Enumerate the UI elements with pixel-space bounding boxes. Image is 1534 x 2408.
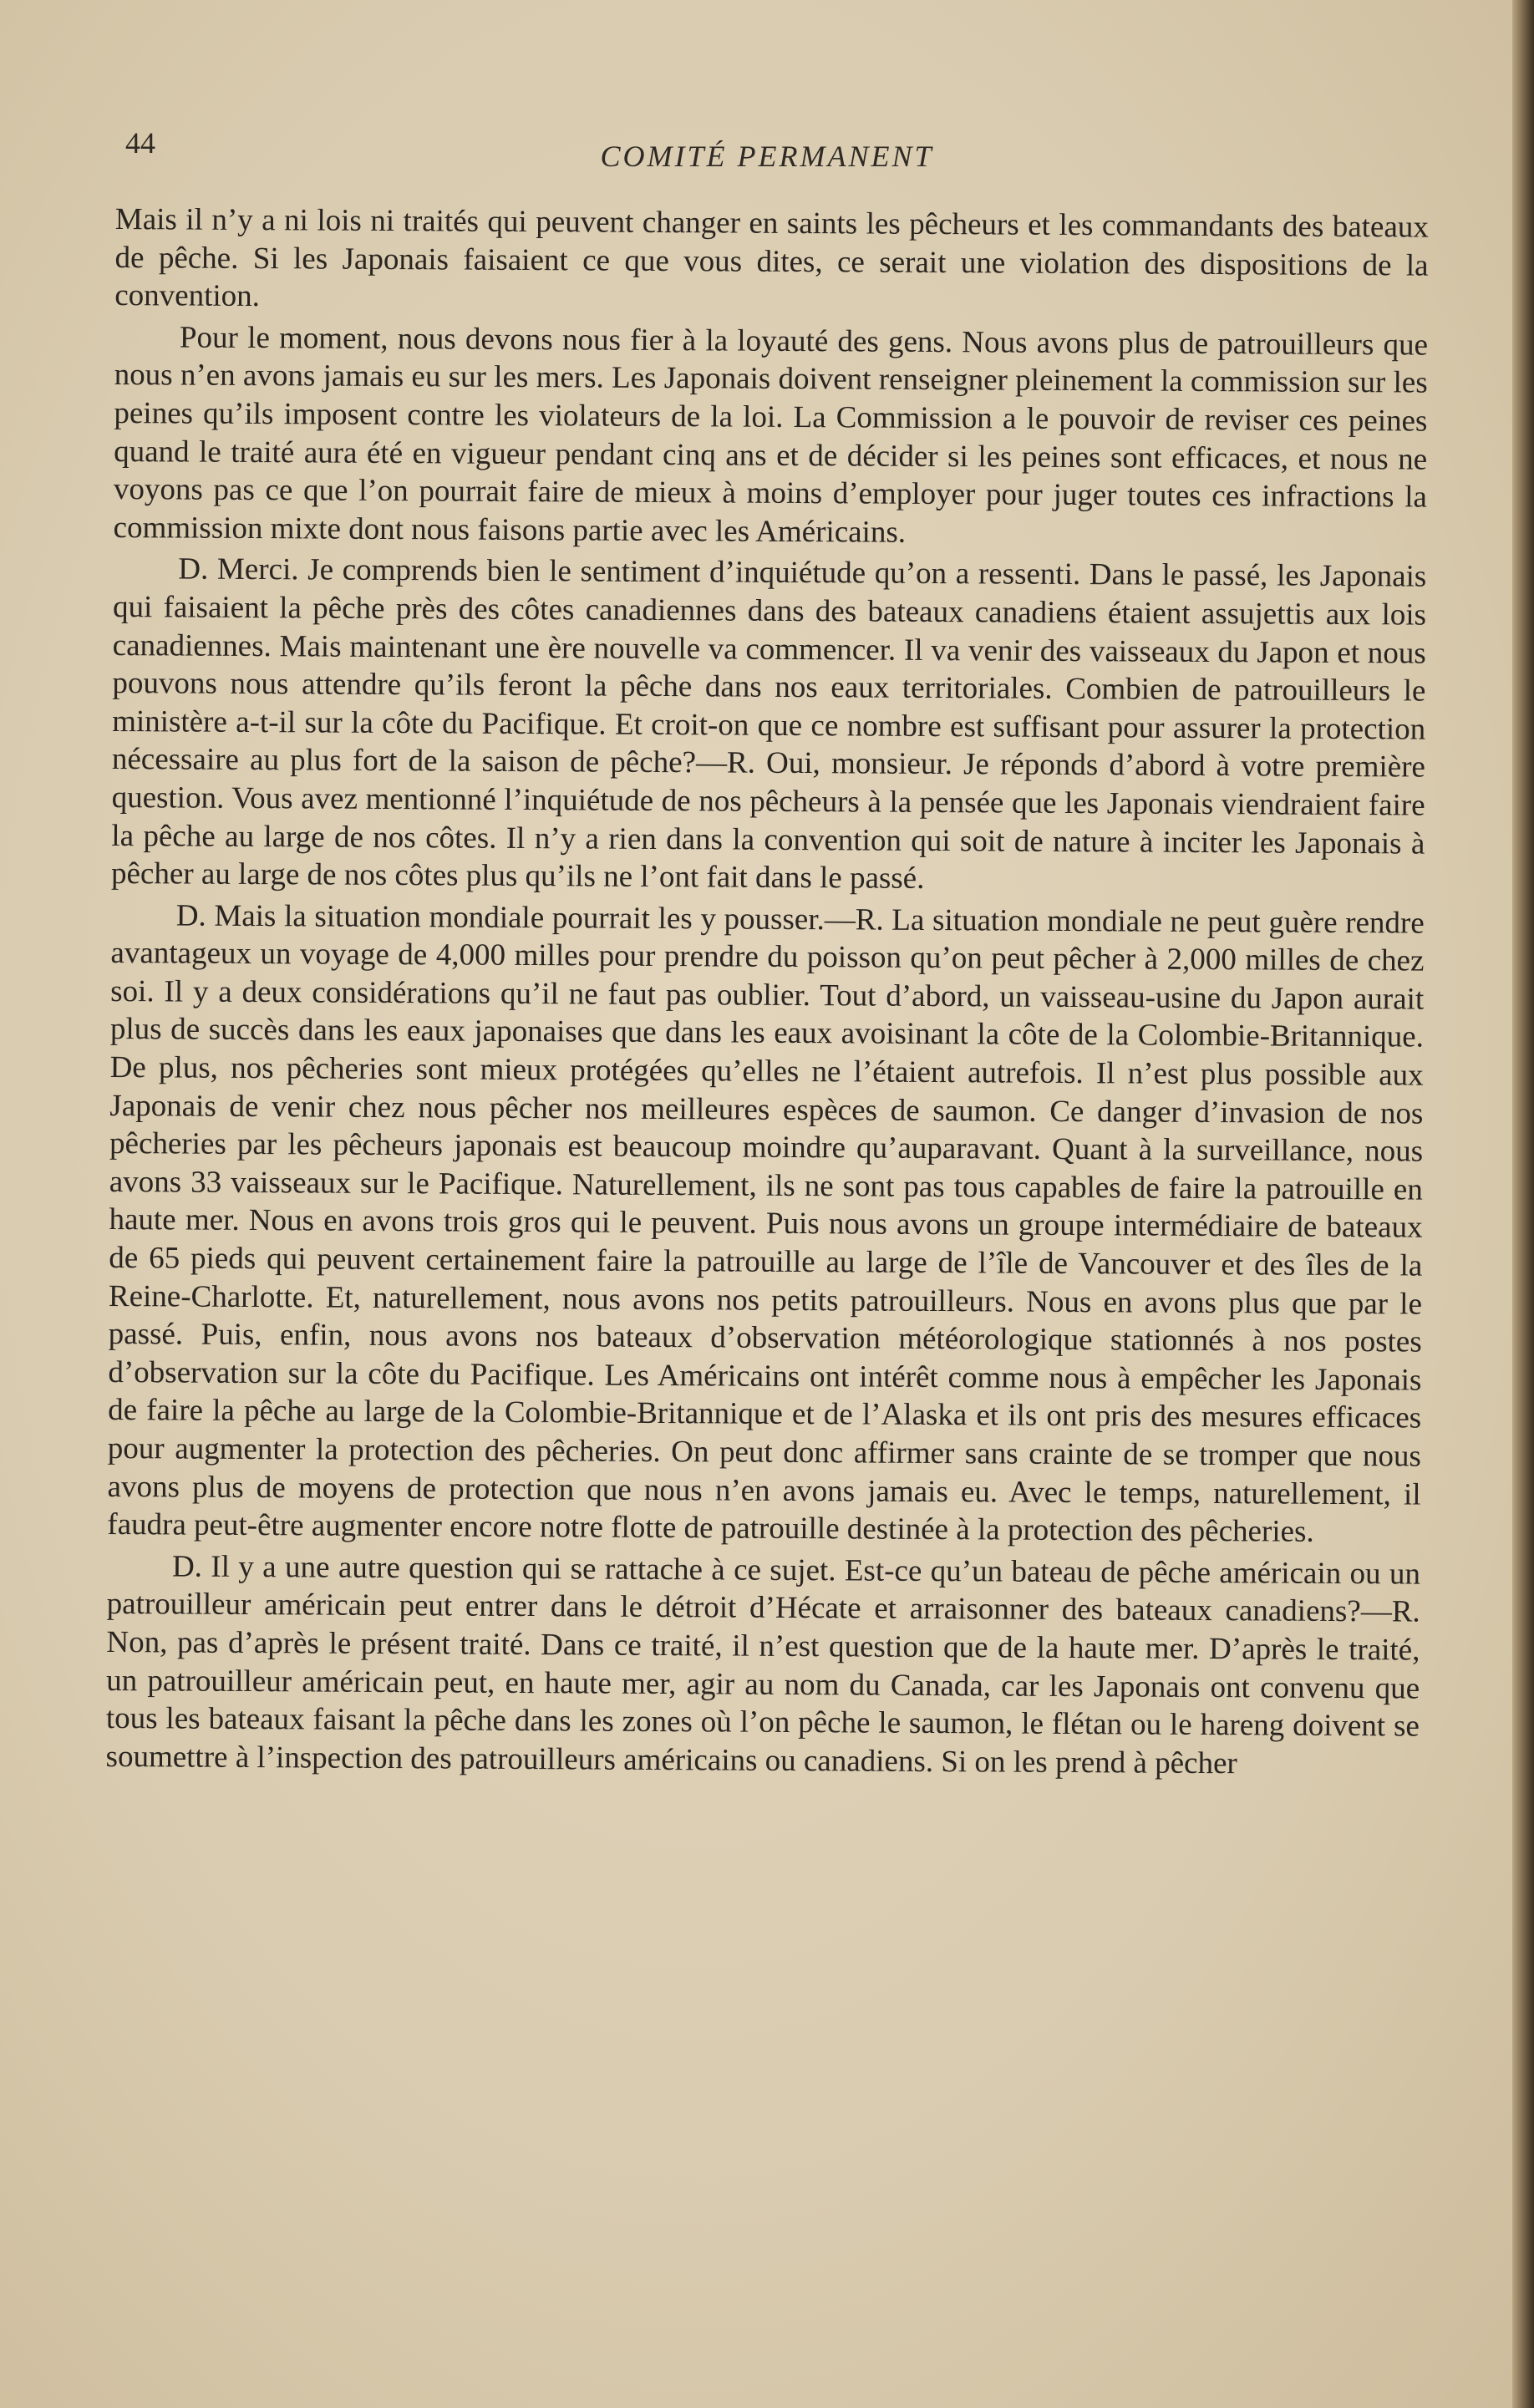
running-title: COMITÉ PERMANENT [600, 140, 934, 173]
book-spine-shadow [1512, 0, 1534, 2408]
page-number: 44 [125, 126, 155, 160]
paragraph-4: D. Mais la situation mondiale pourrait les y pousser.—R. La situation mondiale ne peut guère rendre avantageux un voyage de 4,000 milles pour prendre du poisson qu’on peut pêcher à 2,000 milles de chez soi. Il y a deux considérations qu’il ne faut pas oublier. Tout d’abord, un vaisseau-usine du Japon aurait plus de succès dans les eaux japonaises que dans les eaux avoisinant la côte de la Colombie-Britannique. De plus, nos pêcheries sont mieux protégées qu’elles ne l’étaient autrefois. Il n’est plus possible aux Japonais de venir chez nous pêcher nos meilleures espèces de saumon. Ce danger d’invasion de nos pêcheries par les pêcheurs japonais est beaucoup moindre qu’auparavant. Quant à la surveillance, nous avons 33 vaisseaux sur le Pacifique. Naturellement, ils ne sont pas tous capables de faire la patrouille en haute mer. Nous en avons trois gros qui le peuvent. Puis nous avons un groupe intermédiaire de bateaux de 65 pieds qui peuvent certainement faire la patrouille au large de l’île de Vancouver et des îles de la Reine-Charlotte. Et, naturellement, nous avons nos petits patrouilleurs. Nous en avons plus que par le passé. Puis, enfin, nous avons nos bateaux d’observation météorologique stationnés à nos postes d’observation sur la côte du Pacifique. Les Américains ont intérêt comme nous à empêcher les Japonais de faire la pêche au large de la Colombie-Britannique et de l’Alaska et ils ont pris des mesures efficaces pour augmenter la protection des pêcheries. On peut donc affirmer sans crainte de se tromper que nous avons plus de moyens de protection que nous n’en avons jamais eu. Avec le temps, naturellement, il faudra peut-être augmenter encore notre flotte de patrouille destinée à la protection des pêcheries. [107, 898, 1425, 1549]
paragraph-1: Mais il n’y a ni lois ni traités qui peuvent changer en saints les pêcheurs et les commandants des bateaux de pêche. Si les Japonais faisaient ce que vous dites, ce serait une violation des dispositions de la convention. [114, 201, 1429, 314]
body-text [105, 201, 1428, 1784]
paragraph-2: Pour le moment, nous devons nous fier à la loyauté des gens. Nous avons plus de patrouilleurs que nous n’en avons jamais eu sur les mers. Les Japonais doivent renseigner pleinement la commission sur les peines qu’ils imposent contre les violateurs de la loi. La Commission a le pouvoir de reviser ces peines quand le traité aura été en vigueur pendant cinq ans et de décider si les peines sont efficaces, et nous ne voyons pas ce que l’on pourrait faire de mieux à moins d’employer pour juger toutes ces infractions la commission mixte dont nous faisons partie avec les Américains. [113, 320, 1429, 550]
paragraph-3: D. Merci. Je comprends bien le sentiment d’inquiétude qu’on a ressenti. Dans le passé, les Japonais qui faisaient la pêche près des côtes canadiennes dans des bateaux canadiens étaient assujettis aux lois canadiennes. Mais maintenant une ère nouvelle va commencer. Il va venir des vaisseaux du Japon et nous pouvons nous attendre qu’ils feront la pêche dans nos eaux territoriales. Combien de patrouilleurs le ministère a-t-il sur la côte du Pacifique. Et croit-on que ce nombre est suffisant pour assurer la protection nécessaire au plus fort de la saison de pêche?—R. Oui, monsieur. Je réponds d’abord à votre première question. Vous avez mentionné l’inquiétude de nos pêcheurs à la pensée que les Japonais viendraient faire la pêche au large de nos côtes. Il n’y a rien dans la convention qui soit de nature à inciter les Japonais à pêcher au large de nos côtes plus qu’ils ne l’ont fait dans le passé. [110, 551, 1427, 897]
paragraph-5: D. Il y a une autre question qui se rattache à ce sujet. Est-ce qu’un bateau de pêche américain ou un patrouilleur américain peut entrer dans le détroit d’Hécate et arraisonner des bateaux canadiens?—R. Non, pas d’après le présent traité. Dans ce traité, il n’est question que de la haute mer. D’après le traité, un patrouilleur américain peut, en haute mer, agir au nom du Canada, car les Japonais ont convenu que tous les bateaux faisant la pêche dans les zones où l’on pêche le saumon, le flétan ou le hareng doivent se soumettre à l’inspection des patrouilleurs américains ou canadiens. Si on les prend à pêcher [105, 1549, 1421, 1781]
